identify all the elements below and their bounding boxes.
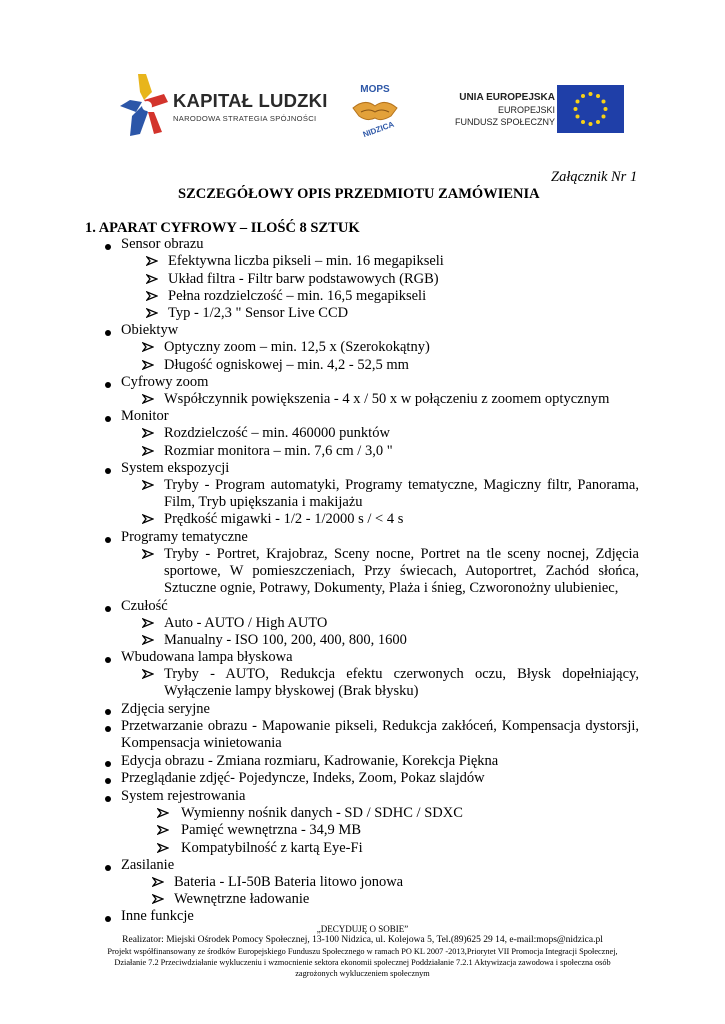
arrow-bullet-icon xyxy=(152,894,164,904)
kapital-ludzki-subtitle: NARODOWA STRATEGIA SPÓJNOŚCI xyxy=(173,114,317,123)
eu-line2: EUROPEJSKI xyxy=(497,105,555,115)
list-subitem: Kompatybilność z kartą Eye-Fi xyxy=(181,840,363,856)
bullet-icon xyxy=(105,330,111,336)
bullet-icon xyxy=(105,416,111,422)
arrow-bullet-icon xyxy=(142,428,154,438)
list-subitem: Tryby - Program automatyki, Programy tematyczne, Magiczny filtr, Panorama, xyxy=(164,477,639,493)
arrow-bullet-icon xyxy=(152,877,164,887)
list-subitem: Długość ogniskowej – min. 4,2 - 52,5 mm xyxy=(164,357,409,373)
page-footer xyxy=(0,924,725,979)
arrow-bullet-icon xyxy=(142,342,154,352)
list-subitem: Wewnętrzne ładowanie xyxy=(174,891,310,907)
footer-project-line: Projekt współfinansowany ze środków Europejskiego Funduszu Społecznego w ramach PO KL 2007 -2013,Priorytet VII Promocja Integracji Społecznej, xyxy=(107,947,618,956)
kapital-ludzki-logo xyxy=(118,72,328,138)
list-subitem: Współczynnik powiększenia - 4 x / 50 x w połączeniu z zoomem optycznym xyxy=(164,391,610,407)
list-subitem: Typ - 1/2,3 " Sensor Live CCD xyxy=(168,305,349,321)
footer-project-line: zagrożonych wykluczeniem społecznym xyxy=(295,969,430,978)
bullet-icon xyxy=(105,865,111,871)
section-heading: 1. APARAT CYFROWY – ILOŚĆ 8 SZTUK xyxy=(85,220,360,236)
eu-line1: UNIA EUROPEJSKA xyxy=(459,92,555,103)
list-item: Sensor obrazu xyxy=(121,236,204,252)
arrow-bullet-icon xyxy=(146,291,158,301)
list-subitem: Wymienny nośnik danych - SD / SDHC / SDXC xyxy=(181,805,463,821)
list-item: Przeglądanie zdjęć- Pojedyncze, Indeks, Zoom, Pokaz slajdów xyxy=(121,770,485,786)
list-item: Cyfrowy zoom xyxy=(121,374,209,390)
arrow-bullet-icon xyxy=(142,394,154,404)
list-item: Inne funkcje xyxy=(121,908,194,924)
arrow-bullet-icon xyxy=(157,825,169,835)
arrow-bullet-icon xyxy=(142,635,154,645)
list-subitem: Rozdzielczość – min. 460000 punktów xyxy=(164,425,390,441)
bullet-icon xyxy=(105,382,111,388)
annex-label: Załącznik Nr 1 xyxy=(551,169,638,185)
list-item: Obiektyw xyxy=(121,322,179,338)
arrow-bullet-icon xyxy=(142,480,154,490)
footer-motto: „DECYDUJĘ O SOBIE” xyxy=(316,924,409,934)
mops-logo xyxy=(345,78,405,138)
list-subitem: Pełna rozdzielczość – min. 16,5 megapikseli xyxy=(168,288,427,304)
list-subitem-continuation: Film, Tryb upiększania i makijażu xyxy=(164,494,363,510)
bullet-icon xyxy=(105,796,111,802)
logo-bar xyxy=(0,70,725,140)
eu-flag-icon xyxy=(557,85,624,133)
list-subitem: Efektywna liczba pikseli – min. 16 megapikseli xyxy=(168,253,444,269)
list-subitem: Tryby - Portret, Krajobraz, Sceny nocne, Portret na tle sceny nocnej, Zdjęcia xyxy=(164,546,639,562)
list-subitem-continuation: sportowe, W pomieszczeniach, Przy świecach, Autoportret, Zachód słońca, xyxy=(164,563,639,579)
eu-logo xyxy=(445,80,627,142)
footer-realizer: Realizator: Miejski Ośrodek Pomocy Społecznej, 13-100 Nidzica, ul. Kolejowa 5, Tel.(89)625 29 14, e-mail:mops@nidzica.pl xyxy=(122,935,603,945)
kapital-ludzki-title: KAPITAŁ LUDZKI xyxy=(173,90,328,111)
bullet-icon xyxy=(105,916,111,922)
list-item: Czułość xyxy=(121,598,168,614)
list-subitem: Układ filtra - Filtr barw podstawowych (RGB) xyxy=(168,271,439,287)
list-subitem: Tryby - AUTO, Redukcja efektu czerwonych oczu, Błysk dopełniający, xyxy=(164,666,639,682)
list-item: Monitor xyxy=(121,408,169,424)
eu-logo-text xyxy=(455,92,555,128)
bullet-icon xyxy=(105,606,111,612)
mops-bottom-text: NIDZICA xyxy=(361,119,396,138)
arrow-bullet-icon xyxy=(146,274,158,284)
list-item: Programy tematyczne xyxy=(121,529,248,545)
footer-project-line: Działanie 7.2 Przeciwdziałanie wykluczeniu i wzmocnienie sektora ekonomii społecznej Poddziałanie 7.2.1 Aktywizacja zawodowa i społeczna osób xyxy=(114,958,611,967)
mops-top-text: MOPS xyxy=(360,84,390,95)
kapital-ludzki-star-icon xyxy=(118,72,170,138)
bullet-icon xyxy=(105,537,111,543)
list-item: Edycja obrazu - Zmiana rozmiaru, Kadrowanie, Korekcja Piękna xyxy=(121,753,499,769)
list-item: Zasilanie xyxy=(121,857,175,873)
arrow-bullet-icon xyxy=(146,308,158,318)
list-subitem: Bateria - LI-50B Bateria litowo jonowa xyxy=(174,874,404,890)
list-subitem: Prędkość migawki - 1/2 - 1/2000 s / < 4 s xyxy=(164,511,404,527)
list-subitem-continuation: Sztuczne ognie, Potrawy, Dokumenty, Plaża i śnieg, Czworonożny ulubieniec, xyxy=(164,580,619,596)
arrow-bullet-icon xyxy=(157,843,169,853)
bullet-icon xyxy=(105,761,111,767)
document-title: SZCZEGÓŁOWY OPIS PRZEDMIOTU ZAMÓWIENIA xyxy=(178,186,540,202)
arrow-bullet-icon xyxy=(142,669,154,679)
arrow-bullet-icon xyxy=(142,360,154,370)
arrow-bullet-icon xyxy=(142,549,154,559)
bullet-icon xyxy=(105,244,111,250)
arrow-bullet-icon xyxy=(142,446,154,456)
list-subitem: Pamięć wewnętrzna - 34,9 MB xyxy=(181,822,361,838)
bullet-icon xyxy=(105,468,111,474)
list-item: Wbudowana lampa błyskowa xyxy=(121,649,293,665)
arrow-bullet-icon xyxy=(142,514,154,524)
list-item: System ekspozycji xyxy=(121,460,230,476)
list-subitem: Optyczny zoom – min. 12,5 x (Szerokokątny) xyxy=(164,339,430,355)
bullet-icon xyxy=(105,778,111,784)
arrow-bullet-icon xyxy=(157,808,169,818)
bullet-icon xyxy=(105,709,111,715)
list-subitem-continuation: Wyłączenie lampy błyskowej (Brak błysku) xyxy=(164,683,419,699)
list-item: System rejestrowania xyxy=(121,788,246,804)
eu-line3: FUNDUSZ SPOŁECZNY xyxy=(454,117,555,127)
bullet-icon xyxy=(105,657,111,663)
mops-handshake-icon xyxy=(345,78,405,138)
list-item: Przetwarzanie obrazu - Mapowanie pikseli, Redukcja zakłóceń, Kompensacja dystorsji, xyxy=(121,718,639,734)
list-subitem: Auto - AUTO / High AUTO xyxy=(164,615,328,631)
list-item-continuation: Kompensacja winietowania xyxy=(121,735,282,751)
arrow-bullet-icon xyxy=(146,256,158,266)
list-item: Zdjęcia seryjne xyxy=(121,701,210,717)
list-subitem: Manualny - ISO 100, 200, 400, 800, 1600 xyxy=(164,632,407,648)
bullet-icon xyxy=(105,726,111,732)
list-subitem: Rozmiar monitora – min. 7,6 cm / 3,0 " xyxy=(164,443,393,459)
arrow-bullet-icon xyxy=(142,618,154,628)
